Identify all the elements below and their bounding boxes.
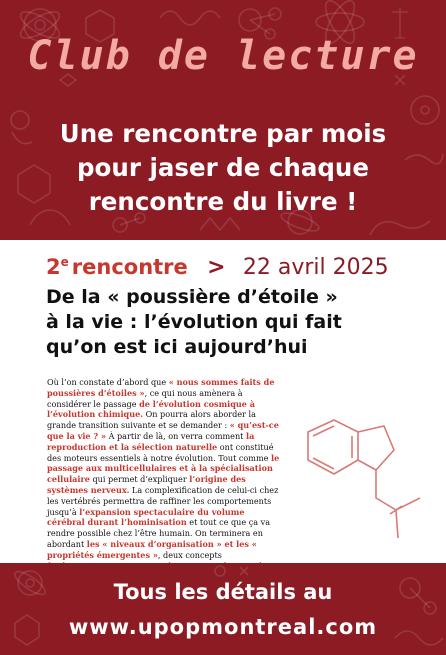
header-band bbox=[0, 0, 446, 240]
description-highlight: l’origine des systèmes nerveux. bbox=[47, 474, 246, 495]
meeting-number-suffix: e bbox=[60, 255, 69, 269]
description-highlight: la reproduction et la sélection naturelle bbox=[47, 430, 255, 452]
tagline-line: rencontre du livre ! bbox=[88, 187, 358, 216]
tagline bbox=[0, 117, 446, 219]
description-text: , deux concepts bbox=[157, 549, 222, 560]
meeting-number: 2 bbox=[46, 255, 61, 279]
description-text: et tout ce que ça va rendre possible chez l’être humain. On terminera en abordant bbox=[47, 517, 271, 549]
website-link[interactable]: www.upopmontreal.com bbox=[68, 615, 378, 639]
description-text: , ce qui nous amènera à considérer le passage bbox=[47, 387, 243, 409]
meeting-description bbox=[47, 377, 283, 582]
description-text: On pourra alors aborder la grande transition suivante et se demander : bbox=[47, 409, 256, 431]
molecule-illustration bbox=[286, 418, 426, 548]
details-label: Tous les détails au bbox=[113, 580, 333, 604]
meeting-title-line: à la vie : l’évolution qui fait bbox=[46, 311, 342, 333]
description-highlight: « qu’est-ce que la vie ? » bbox=[47, 420, 279, 441]
description-highlight: l’expansion spectaculaire du volume cérébral durant l’hominisation bbox=[47, 506, 245, 528]
club-title: Club de lecture bbox=[27, 33, 419, 79]
meeting-title-line: De la « poussière d’étoile » bbox=[46, 286, 338, 308]
description-highlight: de l’évolution cosmique à l’évolution chimique. bbox=[47, 398, 255, 420]
description-text: Où l’on constate d’abord que bbox=[47, 377, 169, 387]
description-text: À partir de là, on verra comment bbox=[106, 430, 247, 441]
meeting-date: 22 avril 2025 bbox=[242, 255, 389, 280]
arrow-right-icon: > bbox=[207, 255, 226, 280]
description-highlight: « nous sommes faits de poussières d’étoiles » bbox=[47, 377, 275, 398]
description-highlight: les « niveaux d’organisation » et les « propriétés émergentes » bbox=[47, 538, 257, 560]
meeting-title bbox=[46, 285, 436, 360]
tagline-line: Une rencontre par mois bbox=[59, 119, 387, 148]
tagline-line: pour jaser de chaque bbox=[77, 153, 369, 182]
description-highlight: le passage aux multicellulaires et à la spécialisation cellulaire bbox=[47, 452, 280, 485]
footer-band bbox=[0, 563, 446, 655]
meeting-line bbox=[46, 255, 446, 280]
description-text: ont constitué des moteurs essentiels à notre évolution. Tout comme bbox=[47, 441, 274, 463]
description-text: qui permet d’expliquer bbox=[89, 474, 190, 485]
meeting-title-line: qu’on est ici aujourd’hui bbox=[46, 336, 308, 358]
description-text: La complexification de celui-ci chez les vertébrés permettra de raffiner les comportements jusqu’à bbox=[47, 484, 279, 517]
science-doodle-pattern bbox=[0, 563, 446, 655]
meeting-label: rencontre bbox=[71, 255, 188, 279]
